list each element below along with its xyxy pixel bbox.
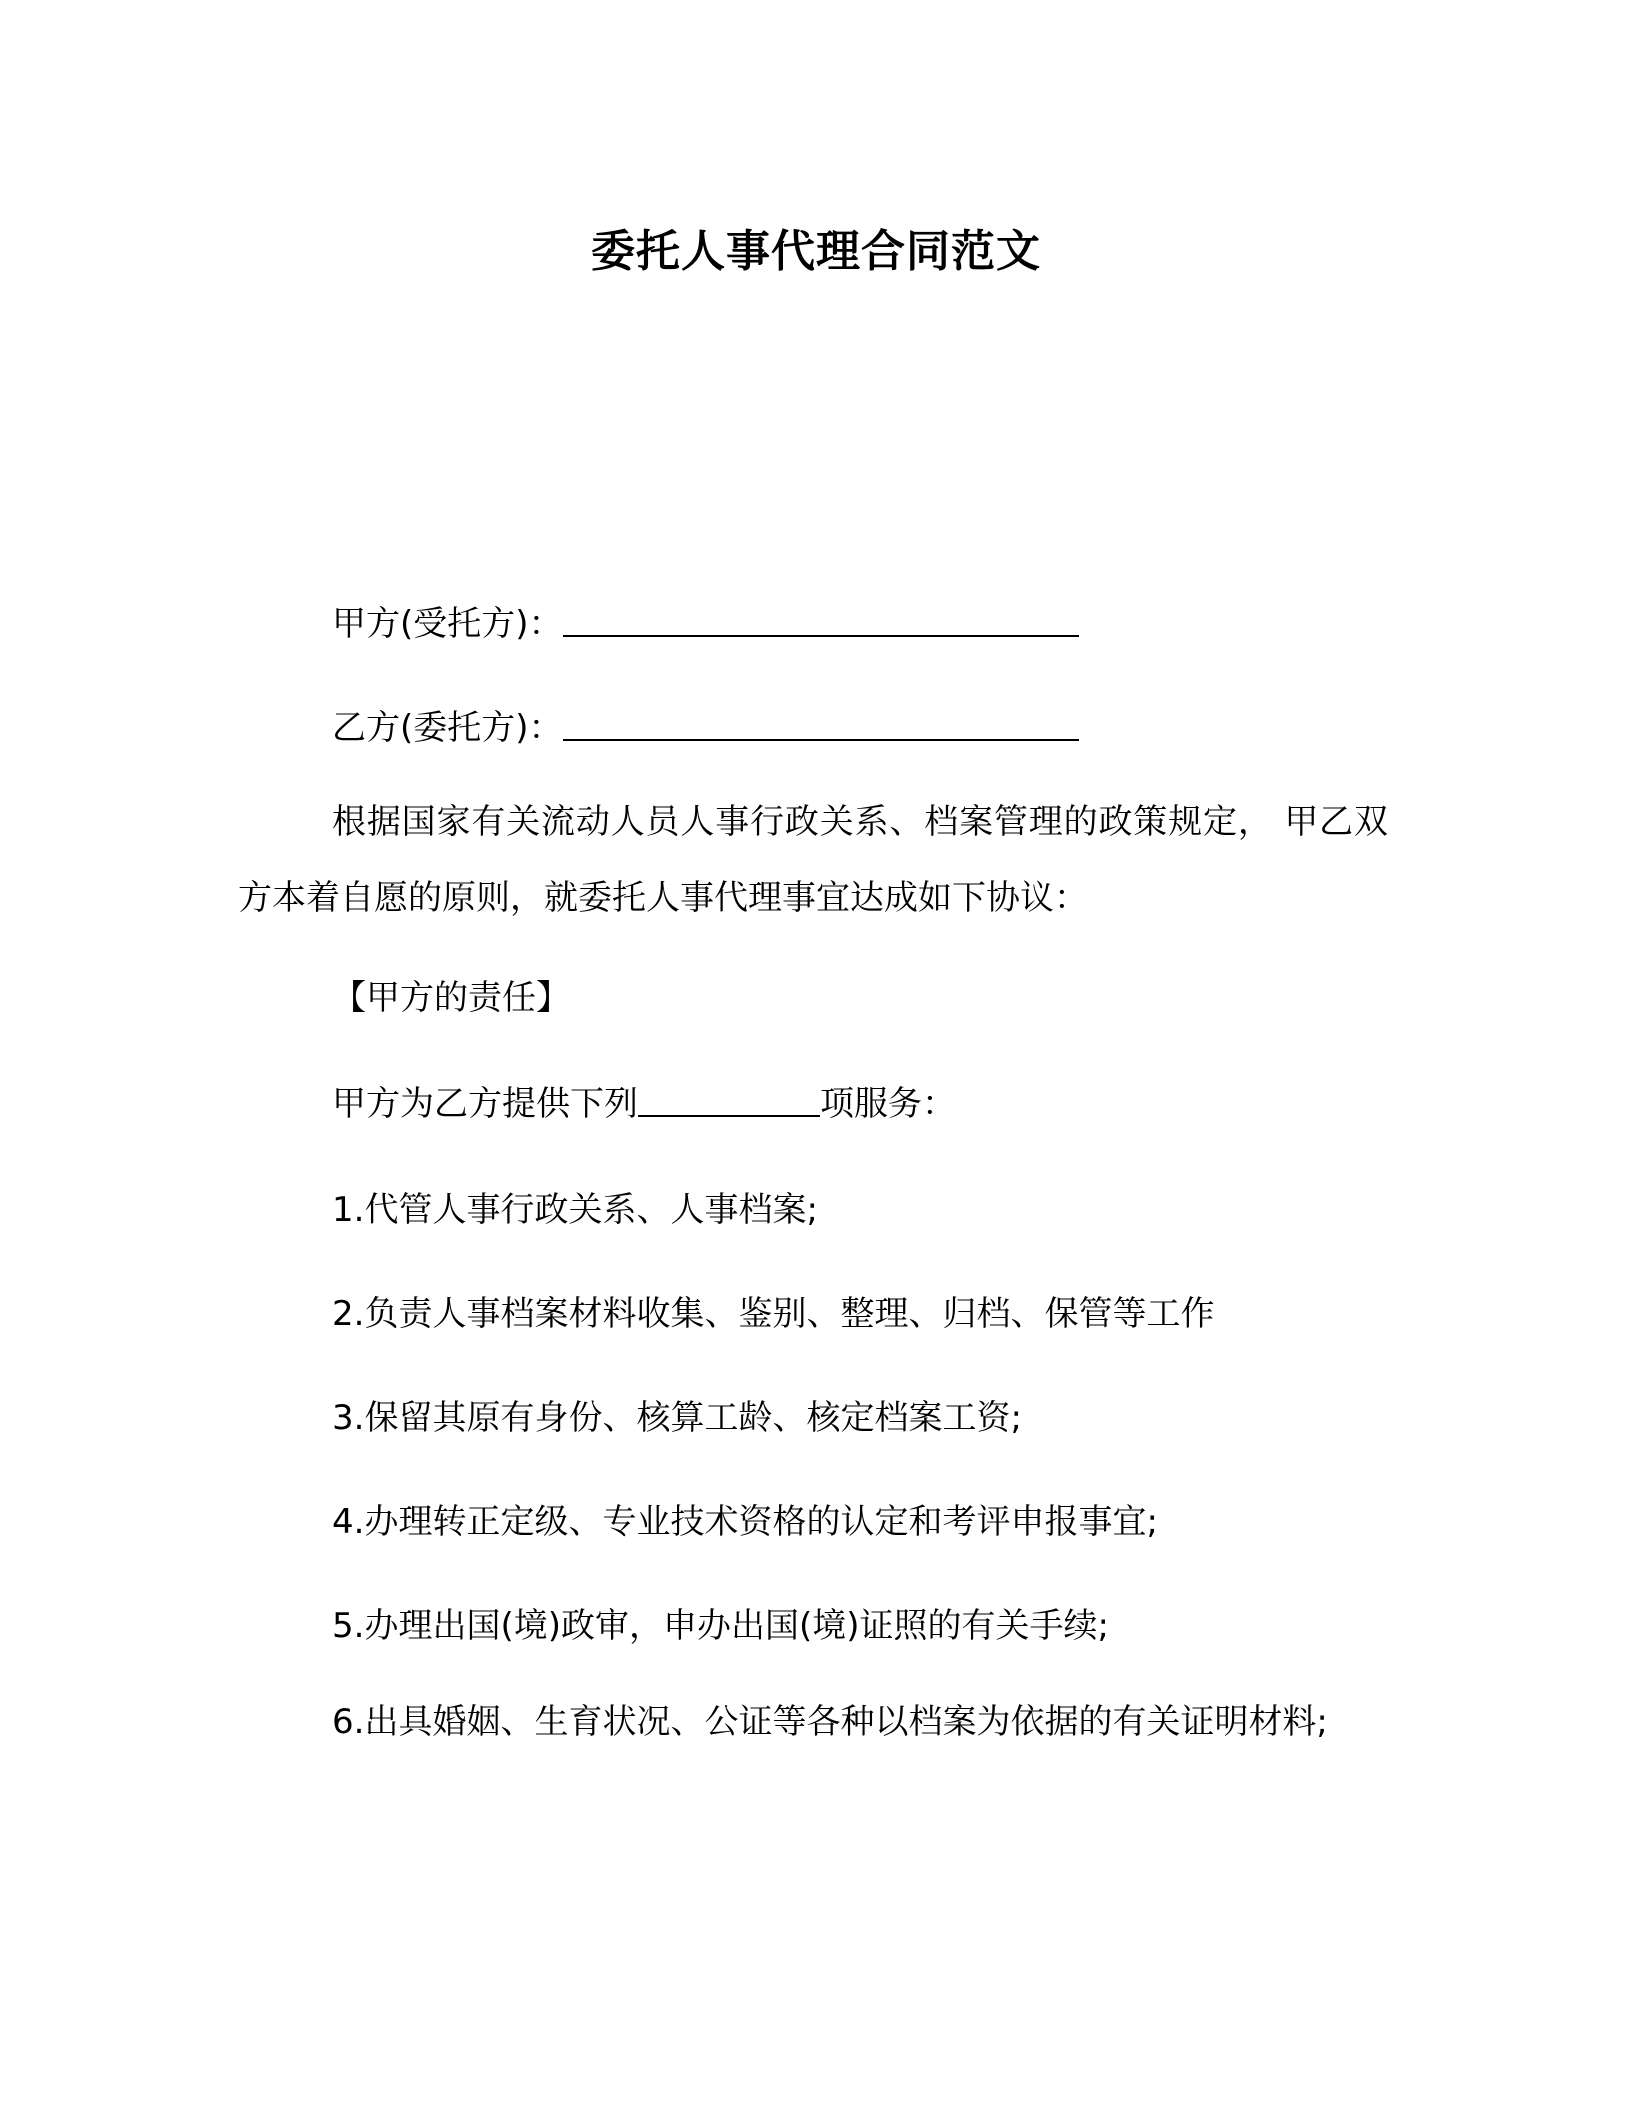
list-item: 1.代管人事行政关系、人事档案;	[332, 1190, 818, 1230]
list-item: 2.负责人事档案材料收集、鉴别、整理、归档、保管等工作	[332, 1294, 1215, 1334]
services-line	[332, 1080, 956, 1128]
party-b-blank	[563, 705, 1079, 741]
services-count-blank	[638, 1081, 820, 1117]
section-heading: 【甲方的责任】	[332, 978, 570, 1018]
party-b-label: 乙方(委托方)：	[332, 708, 563, 748]
party-b-line	[332, 704, 1079, 752]
list-item: 3.保留其原有身份、核算工龄、核定档案工资;	[332, 1398, 1022, 1438]
party-a-blank	[563, 601, 1079, 637]
services-suffix: 项服务：	[820, 1084, 956, 1124]
list-item: 4.办理转正定级、专业技术资格的认定和考评申报事宜;	[332, 1502, 1158, 1542]
list-item: 6.出具婚姻、生育状况、公证等各种以档案为依据的有关证明材料;	[332, 1702, 1328, 1742]
party-a-line	[332, 600, 1079, 648]
intro-paragraph: 根据国家有关流动人员人事行政关系、档案管理的政策规定， 甲乙双方本着自愿的原则，就委托人事代理事宜达成如下协议：	[238, 802, 1388, 918]
list-item: 5.办理出国(境)政审，申办出国(境)证照的有关手续;	[332, 1606, 1109, 1646]
party-a-label: 甲方(受托方)：	[332, 604, 563, 644]
services-prefix: 甲方为乙方提供下列	[332, 1084, 638, 1124]
document-title: 委托人事代理合同范文	[591, 226, 1041, 277]
